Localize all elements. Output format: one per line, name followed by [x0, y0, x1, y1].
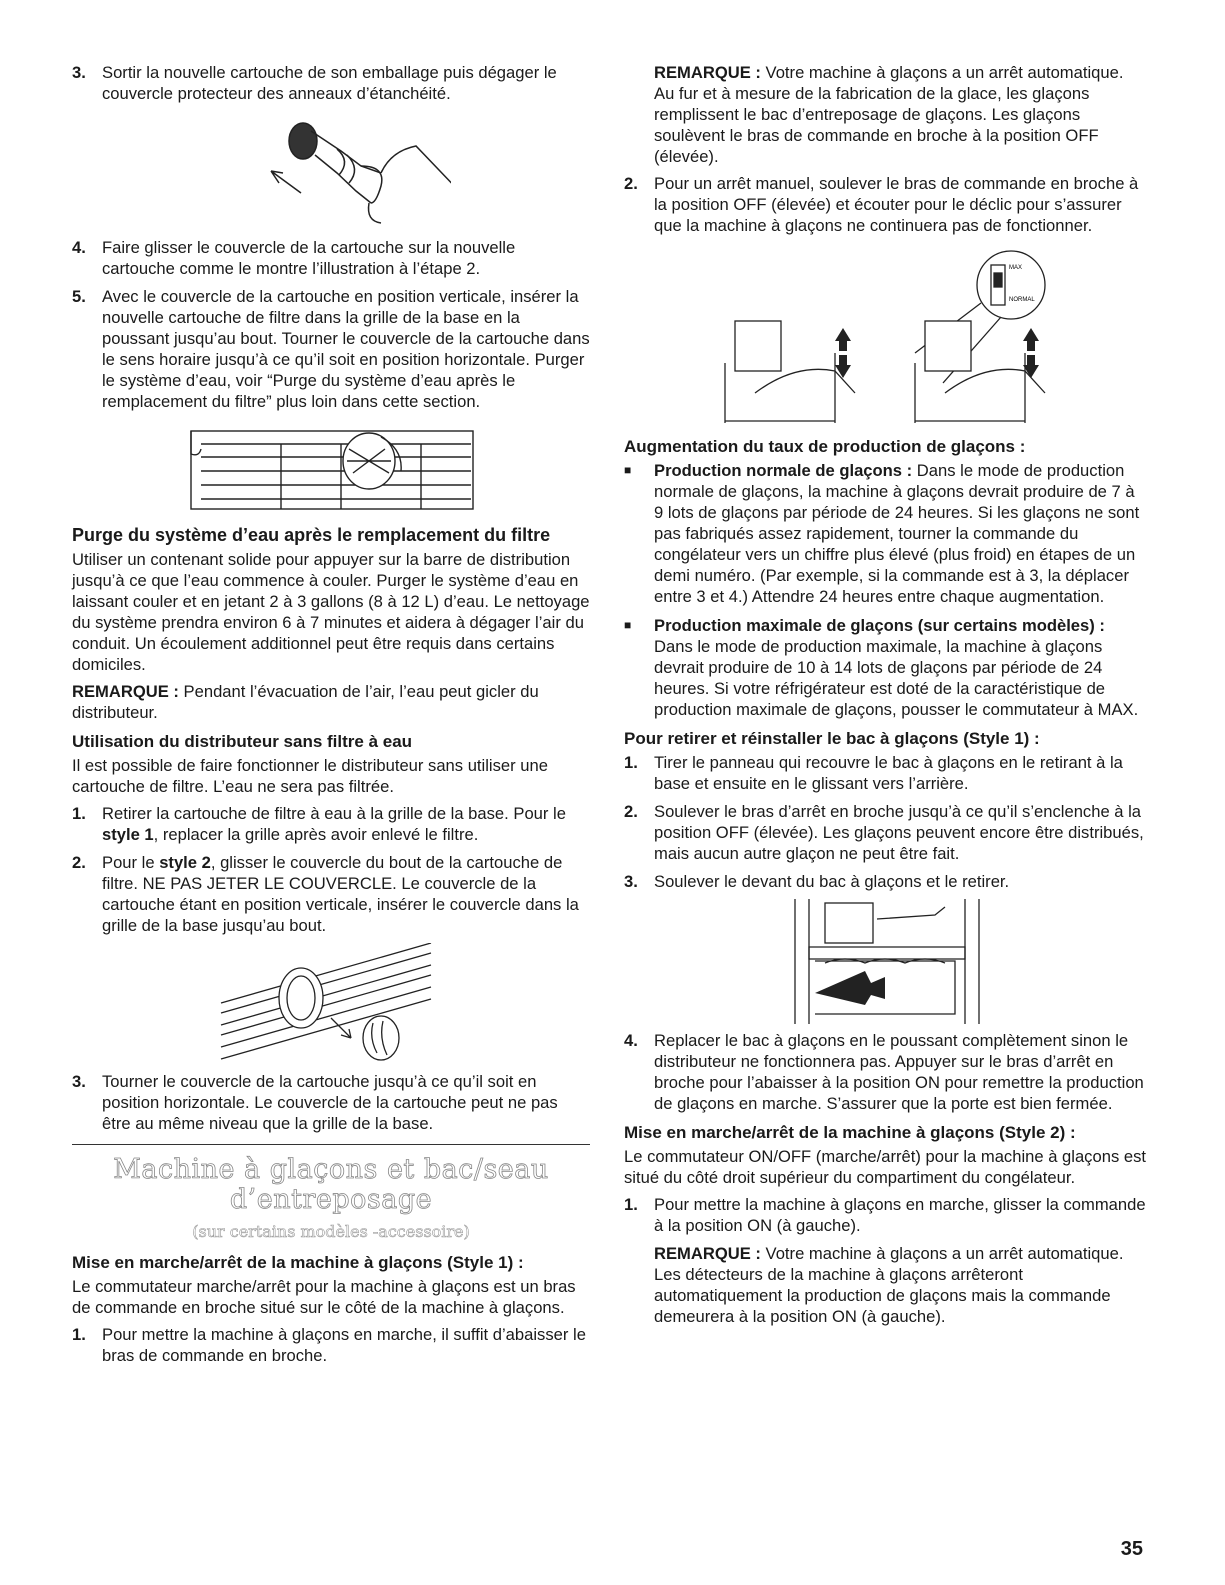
- bullet-text: Dans le mode de production normale de glaçons, la machine à glaçons devrait produire de 7 à 9 lots de glaçons par période de 24 heures. Si les glaçons ne sont pas fabriqués assez rapidement, tourner la commande du congélateur vers un chiffre plus élevé (plus froid) en étapes de un demi numéro. (Par exemple, si la commande est à 3, la déplacer entre 3 et 4.) Attendre 24 heures entre chaque augmentation.: [654, 461, 1140, 606]
- step-number: 1.: [624, 1195, 638, 1214]
- step-number: 5.: [72, 287, 86, 306]
- step-3: [72, 62, 590, 104]
- step-text: Avec le couvercle de la cartouche en position verticale, insérer la nouvelle cartouche de filtre dans la grille de la base en la poussant jusqu’au bout. Tourner le couvercle de la cartouche dans le sens horaire jusqu’à ce qu’il soit en position horizontale. Purger le système d’eau, voir “Purge du système d’eau après le remplacement du filtre” plus loin dans cette section.: [102, 287, 590, 411]
- max-label: MAX: [1009, 265, 1023, 271]
- note-text: Votre machine à glaçons a un arrêt automatique. Les détecteurs de la machine à glaçons arrêteront automatiquement la production de glaçons mais la commande demeurera à la position ON (à gauche).: [654, 1244, 1124, 1326]
- style1-heading: Mise en marche/arrêt de la machine à glaçons (Style 1) :: [72, 1253, 524, 1272]
- bin-step-4: [624, 1030, 1146, 1114]
- step-text: Pour le style 2, glisser le couvercle du bout de la cartouche de filtre. NE PAS JETER LE COUVERCLE. Le couvercle de la cartouche étant en position verticale, insérer le couvercle dans la grille de la base jusqu’au bout.: [102, 853, 579, 935]
- ice-maker-arm-illustration: [715, 243, 1055, 428]
- step-text: Soulever le devant du bac à glaçons et le retirer.: [654, 872, 1010, 891]
- bullet-text: Dans le mode de production maximale, la machine à glaçons devrait produire de 10 à 14 lots de glaçons par période de 24 heures. Si votre réfrigérateur est doté de la caractéristique de production maximale de glaçons, pousser le commutateur à MAX.: [654, 637, 1139, 719]
- style2-note: [624, 1243, 1146, 1327]
- bullet-square-icon: ■: [624, 618, 632, 632]
- step-text: Tirer le panneau qui recouvre le bac à glaçons en le retirant à la base et ensuite en le glissant vers l’arrière.: [654, 753, 1123, 793]
- style2-step-1: [624, 1194, 1146, 1236]
- style2-text: Le commutateur ON/OFF (marche/arrêt) pour la machine à glaçons est situé du côté droit supérieur du compartiment du congélateur.: [624, 1147, 1146, 1187]
- no-filter-step-1: [72, 803, 590, 845]
- step-text: Tourner le couvercle de la cartouche jusqu’à ce qu’il soit en position horizontale. Le couvercle de la cartouche peut ne pas être au même niveau que la grille de la base.: [102, 1072, 558, 1133]
- step-number: 4.: [624, 1031, 638, 1050]
- style1-step-1: [72, 1324, 590, 1366]
- note-label: REMARQUE :: [72, 682, 179, 701]
- step-text: Retirer la cartouche de filtre à eau à la grille de la base. Pour le style 1, replacer la grille après avoir enlevé le filtre.: [102, 804, 566, 844]
- normal-label: NORMAL: [1009, 297, 1035, 303]
- step-text: Replacer le bac à glaçons en le poussant complètement sinon le distributeur ne fonctionnera pas. Appuyer sur le bras d’arrêt en broche pour l’abaisser à la position ON pour remettre la production de glaçons en marche. S’assurer que la porte est bien fermée.: [654, 1031, 1144, 1113]
- step-text: Pour mettre la machine à glaçons en marche, glisser la commande à la position ON (à gauche).: [654, 1195, 1146, 1235]
- rate-heading: Augmentation du taux de production de glaçons :: [624, 437, 1026, 456]
- no-filter-text: Il est possible de faire fonctionner le distributeur sans utiliser une cartouche de filtre. L’eau ne sera pas filtrée.: [72, 756, 548, 796]
- step-number: 1.: [624, 753, 638, 772]
- step-text: Pour mettre la machine à glaçons en marche, il suffit d’abaisser le bras de commande en broche.: [102, 1325, 586, 1365]
- no-filter-heading: Utilisation du distributeur sans filtre à eau: [72, 732, 413, 751]
- cap-insert-illustration: [201, 943, 461, 1065]
- bin-step-1: [624, 752, 1146, 794]
- step-number: 2.: [624, 174, 638, 193]
- ice-bin-removal-illustration: [785, 899, 985, 1024]
- bin-step-2: [624, 801, 1146, 864]
- note-text: Pendant l’évacuation de l’air, l’eau peut gicler du distributeur.: [72, 682, 539, 722]
- section-title: Machine à glaçons et bac/seau d’entreposage: [113, 1154, 549, 1215]
- style1-text: Le commutateur marche/arrêt pour la machine à glaçons est un bras de commande en broche situé sur le côté de la machine à glaçons.: [72, 1277, 576, 1317]
- base-grille-illustration: [181, 419, 481, 519]
- section-divider: [72, 1144, 590, 1145]
- step-number: 2.: [624, 802, 638, 821]
- no-filter-step-2: [72, 852, 590, 936]
- rate-bullet-normal: [624, 460, 1146, 607]
- note-label: REMARQUE :: [654, 63, 761, 82]
- bullet-label: Production maximale de glaçons (sur certains modèles) :: [654, 616, 1105, 635]
- step-number: 3.: [72, 63, 86, 82]
- bin-heading: Pour retirer et réinstaller le bac à glaçons (Style 1) :: [624, 729, 1040, 748]
- section-subtitle: (sur certains modèles -accessoire): [192, 1222, 470, 1241]
- left-column: [72, 62, 590, 1373]
- step-number: 3.: [72, 1072, 86, 1091]
- step-number: 2.: [72, 853, 86, 872]
- style1-note: [624, 62, 1146, 167]
- no-filter-step-3: [72, 1071, 590, 1134]
- step-number: 4.: [72, 238, 86, 257]
- style1-step-2: [624, 173, 1146, 236]
- bin-step-3: [624, 871, 1146, 892]
- note-label: REMARQUE :: [654, 1244, 761, 1263]
- step-5: [72, 286, 590, 412]
- step-number: 1.: [72, 1325, 86, 1344]
- bullet-label: Production normale de glaçons :: [654, 461, 913, 480]
- step-text: Faire glisser le couvercle de la cartouche sur la nouvelle cartouche comme le montre l’illustration à l’étape 2.: [102, 238, 516, 278]
- purge-heading: Purge du système d’eau après le remplacement du filtre: [72, 525, 551, 545]
- right-column: [624, 62, 1146, 1333]
- style2-heading: Mise en marche/arrêt de la machine à glaçons (Style 2) :: [624, 1123, 1076, 1142]
- rate-bullet-max: [624, 615, 1146, 720]
- step-4: [72, 237, 590, 279]
- note-text: Votre machine à glaçons a un arrêt automatique. Au fur et à mesure de la fabrication de la glace, les glaçons remplissent le bac d’entreposage de glaçons. Les glaçons soulèvent le bras de commande en broche à la position OFF (élevée).: [654, 63, 1124, 166]
- step-text: Pour un arrêt manuel, soulever le bras de commande en broche à la position OFF (élevée) et écouter pour le déclic pour s’assurer que la machine à glaçons ne continuera pas de fonctionner.: [654, 174, 1139, 235]
- page-number: 35: [1120, 1538, 1143, 1560]
- bullet-square-icon: ■: [624, 463, 632, 477]
- purge-note: [72, 681, 590, 723]
- step-text: Soulever le bras d’arrêt en broche jusqu’à ce qu’il s’enclenche à la position OFF (élevée). Les glaçons peuvent encore être distribués, mais aucun autre glaçon ne peut être fait.: [654, 802, 1144, 863]
- step-number: 1.: [72, 804, 86, 823]
- step-text: Sortir la nouvelle cartouche de son emballage puis dégager le couvercle protecteur des anneaux d’étanchéité.: [102, 63, 557, 103]
- cartridge-cap-illustration: [211, 111, 451, 231]
- purge-text: Utiliser un contenant solide pour appuyer sur la barre de distribution jusqu’à ce que l’eau commence à couler. Purger le système d’eau en laissant couler et en jetant 2 à 3 gallons (8 à 12 L) d’eau. Le nettoyage du système prendra environ 6 à 7 minutes et aidera à dégager l’air du conduit. Un écoulement additionnel peut être requis dans certains domiciles.: [72, 550, 590, 674]
- step-number: 3.: [624, 872, 638, 891]
